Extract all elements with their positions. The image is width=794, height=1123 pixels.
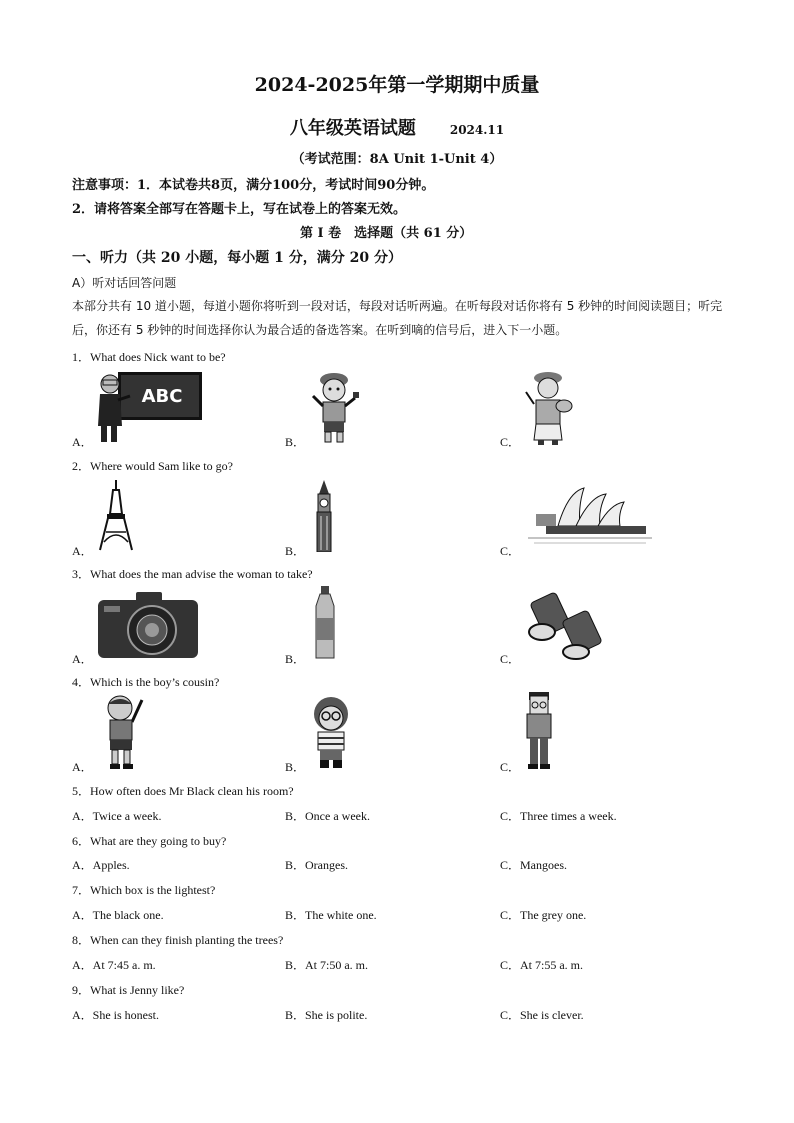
answer-option: C．The grey one. bbox=[500, 908, 587, 922]
answer-option: C．Mangoes. bbox=[500, 858, 567, 872]
option-label: A． bbox=[72, 760, 93, 774]
answer-option: A．She is honest. bbox=[72, 1008, 160, 1022]
option-label: C． bbox=[500, 544, 521, 558]
answer-option: B．Once a week. bbox=[285, 809, 370, 823]
blackboard-text: ABC bbox=[141, 386, 183, 407]
subtitle-text: 八年级英语试题 bbox=[289, 118, 416, 139]
notes-line-2: 2．请将答案全部写在答题卡上，写在试卷上的答案无效。 bbox=[72, 202, 407, 217]
answer-option: A．The black one. bbox=[72, 908, 164, 922]
option-label: C． bbox=[500, 652, 521, 666]
eiffel-tower-picture bbox=[96, 480, 136, 552]
answer-option: A．Apples. bbox=[72, 858, 130, 872]
question-stem: 2．Where would Sam like to go? bbox=[72, 459, 233, 473]
question-stem: 8．When can they finish planting the trees? bbox=[72, 933, 284, 947]
answer-option: B．She is polite. bbox=[285, 1008, 368, 1022]
option-label: C． bbox=[500, 760, 521, 774]
question-stem: 1．What does Nick want to be? bbox=[72, 350, 226, 364]
answer-option: C．At 7:55 a. m. bbox=[500, 958, 583, 972]
question-stem: 3．What does the man advise the woman to take? bbox=[72, 567, 313, 581]
volume-heading: 第 I 卷 选择题（共 61 分） bbox=[300, 226, 473, 241]
answer-option: B．Oranges. bbox=[285, 858, 348, 872]
exam-scope: （考试范围：8A Unit 1-Unit 4） bbox=[291, 152, 503, 167]
boy-holding-object-picture bbox=[307, 370, 361, 446]
question-stem: 5．How often does Mr Black clean his room? bbox=[72, 784, 294, 798]
option-label: A． bbox=[72, 652, 93, 666]
question-stem: 9．What is Jenny like? bbox=[72, 983, 185, 997]
option-label: B． bbox=[285, 760, 306, 774]
exam-title: 2024-2025年第一学期期中质量 bbox=[254, 74, 540, 96]
option-label: B． bbox=[285, 435, 306, 449]
answer-option: C．Three times a week. bbox=[500, 809, 617, 823]
instructions-paragraph: 本部分共有 10 道小题，每道小题你将听到一段对话，每段对话听两遍。在听每段对话你将有 5 秒钟的时间阅读题目；听完后，你还有 5 秒钟的时间选择你认为最合适的备选答案。在听到嘀的信号后，进入下一小题。 bbox=[72, 299, 723, 337]
binoculars-picture bbox=[526, 586, 606, 660]
answer-option: B．At 7:50 a. m. bbox=[285, 958, 368, 972]
option-label: B． bbox=[285, 544, 306, 558]
option-label: A． bbox=[72, 544, 93, 558]
answer-option: A．Twice a week. bbox=[72, 809, 162, 823]
part1-heading: 一、听力（共 20 小题，每小题 1 分，满分 20 分） bbox=[72, 250, 402, 266]
question-stem: 4．Which is the boy’s cousin? bbox=[72, 675, 220, 689]
option-label: A． bbox=[72, 435, 93, 449]
boy-with-glasses-picture bbox=[308, 694, 354, 770]
notes-line-1: 注意事项：1．本试卷共8页，满分100分，考试时间90分钟。 bbox=[72, 178, 435, 193]
option-label: C． bbox=[500, 435, 521, 449]
camera-picture bbox=[96, 590, 200, 660]
sydney-opera-house-picture bbox=[528, 486, 652, 548]
big-ben-picture bbox=[310, 480, 338, 552]
partA-heading: A）听对话回答问题 bbox=[72, 276, 177, 290]
answer-option: C．She is clever. bbox=[500, 1008, 584, 1022]
painter-with-palette-picture bbox=[522, 370, 574, 446]
boy-waving-picture bbox=[98, 694, 146, 770]
water-bottle-picture bbox=[312, 586, 338, 660]
exam-date: 2024.11 bbox=[449, 123, 505, 137]
question-stem: 7．Which box is the lightest? bbox=[72, 883, 216, 897]
question-stem: 6．What are they going to buy? bbox=[72, 834, 227, 848]
answer-option: A．At 7:45 a. m. bbox=[72, 958, 156, 972]
tall-boy-with-glasses-picture bbox=[522, 690, 556, 770]
option-label: B． bbox=[285, 652, 306, 666]
answer-option: B．The white one. bbox=[285, 908, 377, 922]
exam-subtitle bbox=[0, 114, 794, 140]
teacher-at-blackboard-picture bbox=[92, 370, 204, 444]
